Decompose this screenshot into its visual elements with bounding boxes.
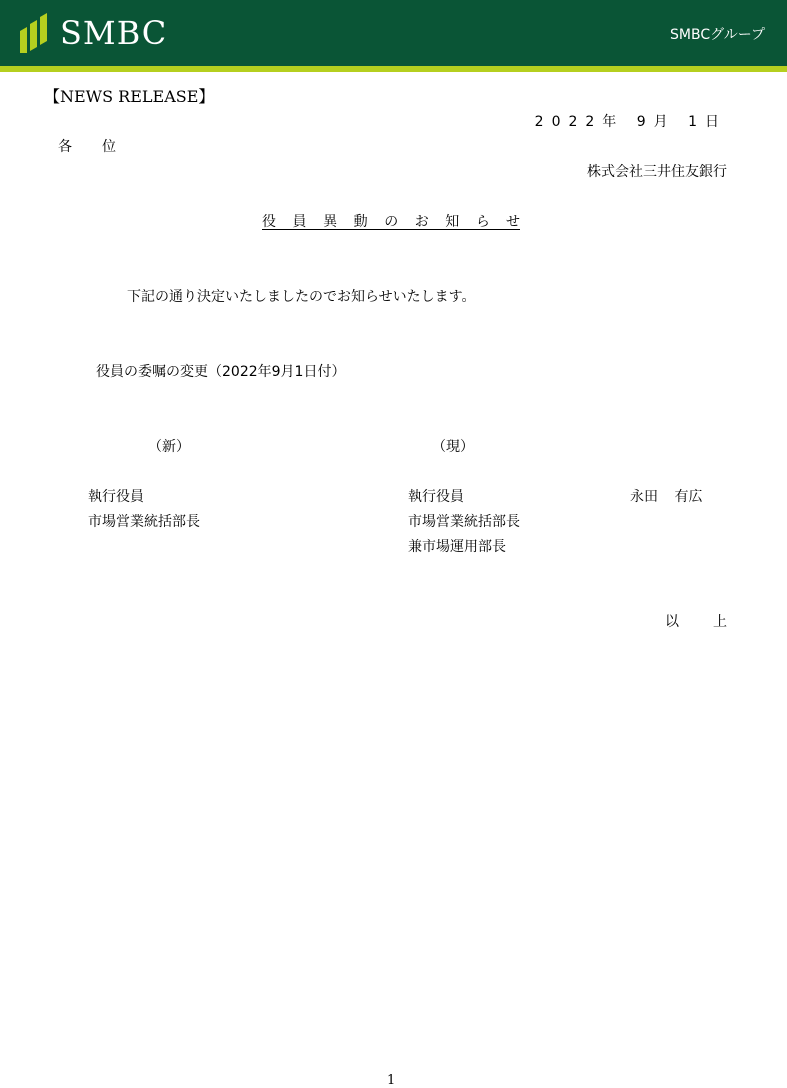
- new-position-line: 市場営業統括部長: [88, 514, 200, 530]
- section-heading: 役員の委嘱の変更（2022年9月1日付）: [96, 364, 346, 380]
- header-accent-stripe: [0, 66, 787, 72]
- logo-text: SMBC: [60, 14, 168, 52]
- current-position-line: 市場営業統括部長: [408, 514, 520, 530]
- person-name: 永田 有広: [630, 489, 703, 505]
- group-name: SMBCグループ: [670, 27, 765, 43]
- smbc-logo-icon: [20, 13, 48, 53]
- document-title: 役員異動のお知らせ: [262, 214, 520, 230]
- header-bar: [0, 0, 787, 66]
- company-name: 株式会社三井住友銀行: [587, 164, 727, 180]
- news-release-label: 【NEWS RELEASE】: [44, 87, 215, 106]
- column-current-heading: （現）: [432, 439, 474, 455]
- current-position-line: 兼市場運用部長: [408, 539, 506, 555]
- current-position-line: 執行役員: [408, 489, 464, 505]
- column-new-heading: （新）: [148, 439, 190, 455]
- addressee: 各位: [58, 139, 146, 155]
- new-position-line: 執行役員: [88, 489, 144, 505]
- closing-mark: 以上: [665, 614, 761, 630]
- intro-text: 下記の通り決定いたしましたのでお知らせいたします。: [127, 289, 476, 305]
- release-date: 2022年 9月 1日: [534, 114, 727, 130]
- page-number: 1: [387, 1073, 396, 1088]
